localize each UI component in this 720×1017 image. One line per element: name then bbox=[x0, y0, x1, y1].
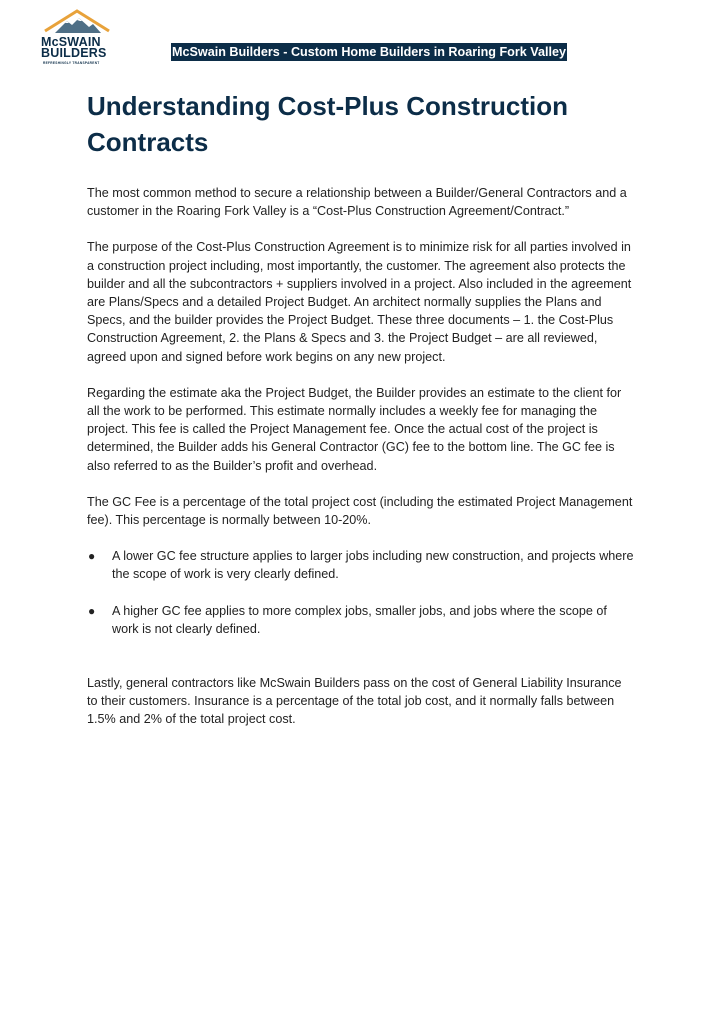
roof-mountain-icon bbox=[41, 9, 113, 37]
logo-wordmark-line2: BUILDERS bbox=[41, 46, 107, 60]
logo-tagline: REFRESHINGLY TRANSPARENT bbox=[43, 61, 100, 65]
list-item-text: A lower GC fee structure applies to larger jobs including new construction, and projects where the scope of work is very clearly defined. bbox=[112, 549, 634, 582]
list-item-text: A higher GC fee applies to more complex jobs, smaller jobs, and jobs where the scope of work is not clearly defined. bbox=[112, 603, 607, 636]
paragraph-estimate: Regarding the estimate aka the Project Budget, the Builder provides an estimate to the client for all the work to be performed. This estimate normally includes a weekly fee for managing the project. This fee is called the Project Management fee. Once the actual cost of the project is determined, the Builder adds his General Contractor (GC) fee to the bottom line. The GC fee is also referred to as the Builder’s profit and overhead. bbox=[87, 385, 622, 473]
bullet-icon: ● bbox=[88, 549, 96, 564]
paragraph-closing: Lastly, general contractors like McSwain Builders pass on the cost of General Liability Insurance to their customers. Insurance is a percentage of the total job cost, and it normally falls between 1.5% and 2% of the total project cost. bbox=[87, 676, 622, 727]
paragraph-intro: The most common method to secure a relationship between a Builder/General Contractors and a customer in the Roaring Fork Valley is a “Cost-Plus Construction Agreement/Contract.” bbox=[87, 186, 627, 219]
article-body bbox=[87, 184, 635, 747]
list-item bbox=[87, 602, 635, 638]
mcswain-logo bbox=[41, 9, 113, 69]
gc-fee-list bbox=[87, 547, 635, 638]
list-item bbox=[87, 547, 635, 583]
paragraph-gc-fee: The GC Fee is a percentage of the total project cost (including the estimated Project Management fee). This percentage is normally between 10-20%. bbox=[87, 494, 633, 528]
page-title: Understanding Cost-Plus Construction Contracts bbox=[87, 91, 568, 157]
paragraph-purpose: The purpose of the Cost-Plus Construction Agreement is to minimize risk for all parties involved in a construction project including, most importantly, the customer. The agreement also protects the builder and all the subcontractors + suppliers involved in a project. Also included in the agreement are Plans/Specs and a detailed Project Budget. An architect normally supplies the Plans and Specs, and the builder provides the Project Budget. These three documents – 1. the Cost-Plus Construction Agreement, 2. the Plans & Specs and 3. the Project Budget – are all reviewed, agreed upon and signed before work begins on any new project. bbox=[87, 240, 632, 364]
page-header-banner: McSwain Builders - Custom Home Builders in Roaring Fork Valley bbox=[172, 45, 566, 59]
bullet-icon: ● bbox=[88, 603, 96, 618]
logo-wordmark-line1: McSWAIN bbox=[41, 35, 101, 49]
